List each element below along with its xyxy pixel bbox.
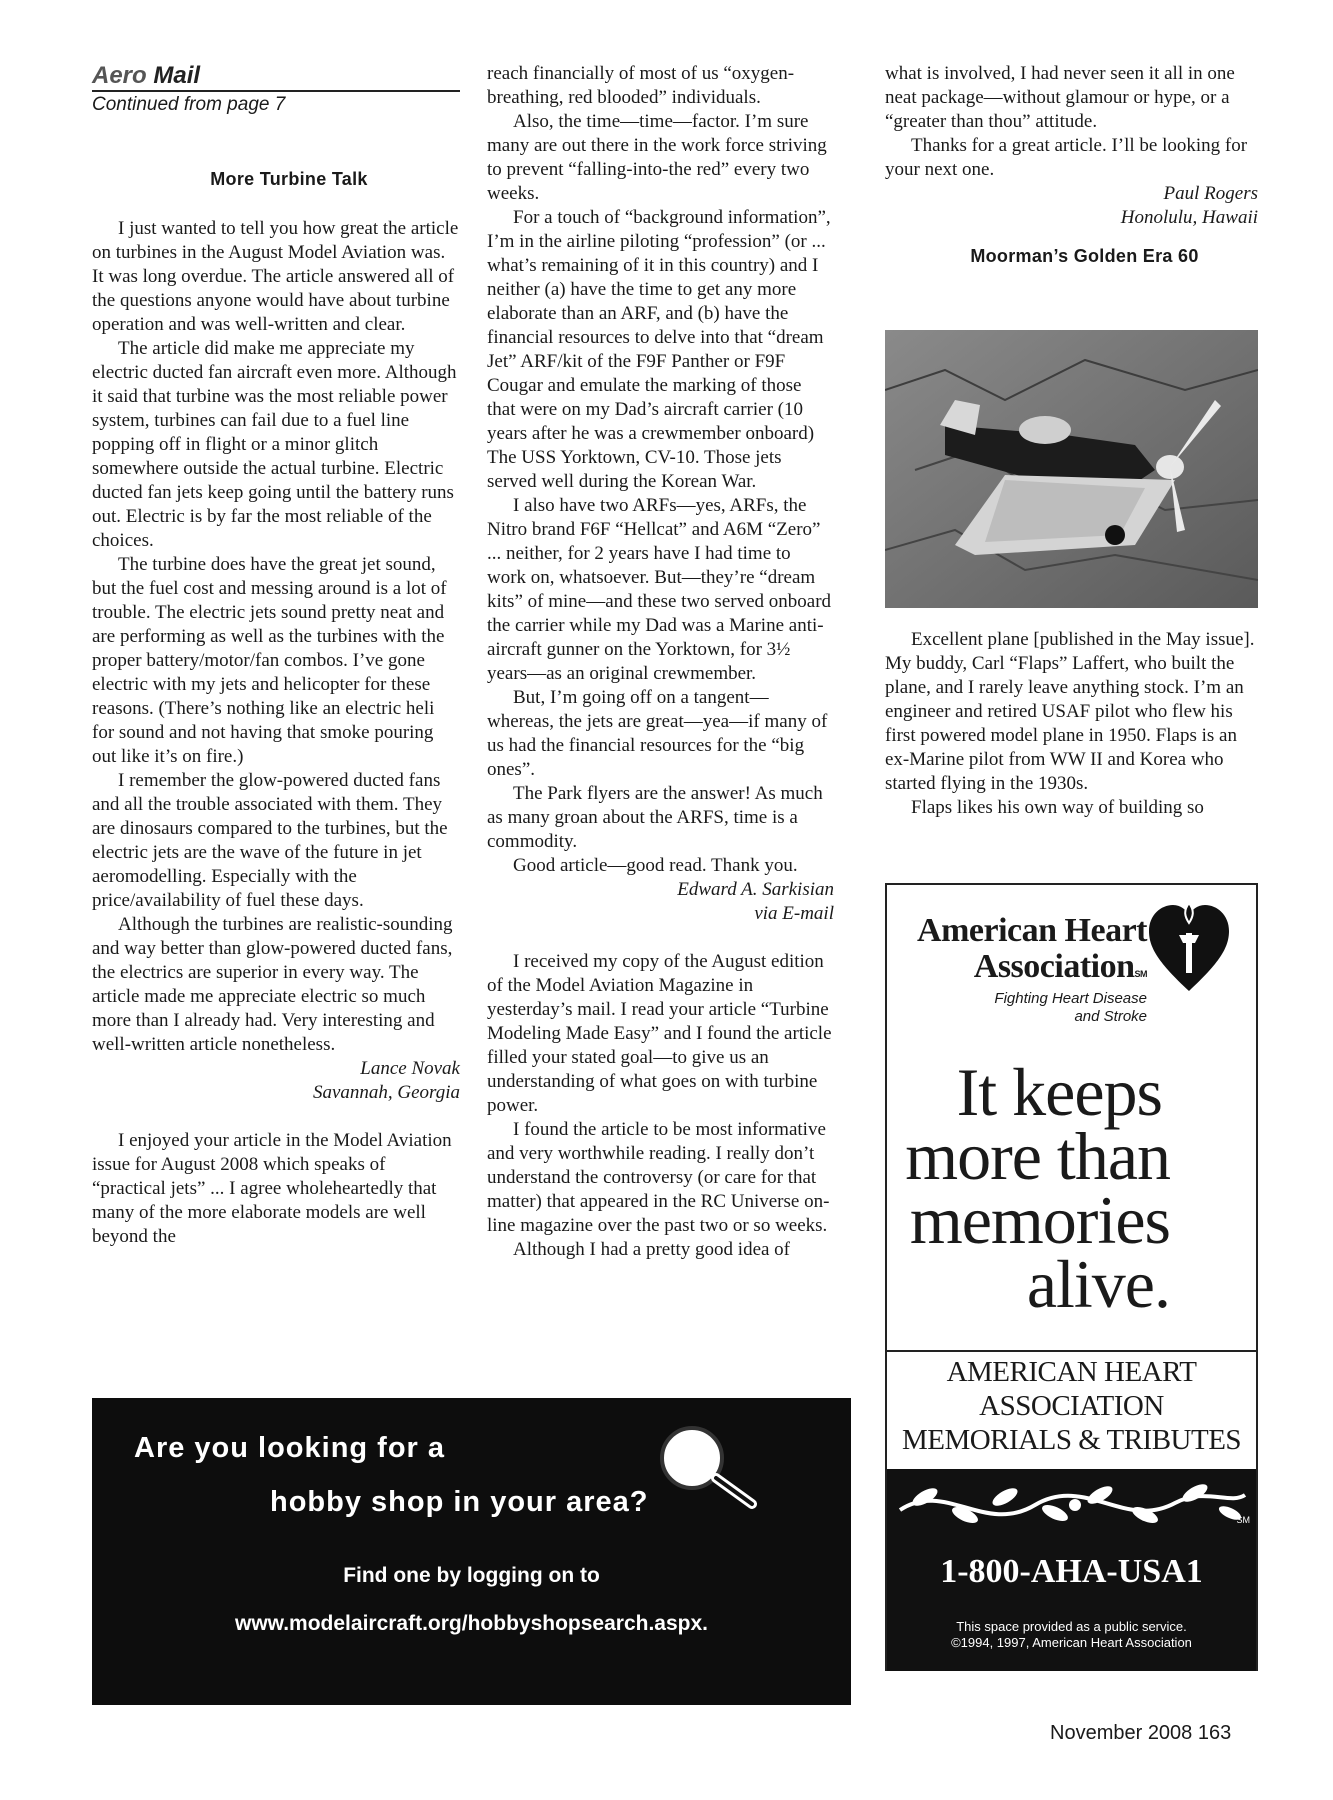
aha-slogan: It keeps more than memories alive. (905, 1054, 1170, 1322)
column-title: Aero Mail (92, 62, 460, 92)
ad-instruction: Find one by logging on to (343, 1564, 600, 1587)
paragraph: I found the article to be most informative and very worthwhile reading. I really don’t understand the controversy (or care for that matter) that appeared in the RC Universe on-line magazine over the past two or so weeks. (487, 1119, 830, 1236)
floral-ornament (895, 1475, 1250, 1535)
column-3-continued (885, 628, 1258, 820)
paragraph: Flaps likes his own way of building so (911, 797, 1204, 818)
aha-name: American Heart AssociationSM (917, 912, 1147, 985)
paragraph: reach financially of most of us “oxygen-breathing, red blooded” individuals. (487, 63, 795, 108)
paragraph: Good article—good read. Thank you. (513, 855, 798, 876)
ad-url[interactable]: www.modelaircraft.org/hobbyshopsearch.aspx. (234, 1612, 708, 1635)
signature-name: Edward A. Sarkisian (677, 879, 834, 900)
aha-bottom-panel: SM 1-800-AHA-USA1 This space provided as a public service. ©1994, 1997, American Heart Association (887, 1469, 1256, 1671)
aha-memorials: AMERICAN HEART ASSOCIATION MEMORIALS & TRIBUTES (901, 1356, 1242, 1456)
column-2 (487, 62, 834, 1262)
paragraph: For a touch of “background information”, I’m in the airline piloting “profession” (or ... what’s remaining of it in this country) and I neither (a) have the time to get any more elaborate than an ARF, and (b) have the financial resources to delve into that “dream Jet” ARF/kit of the F9F Panther or F9F Cougar and emulate the marking of those that were on my Dad’s aircraft carrier (10 years after he was a crewmember onboard) The USS Yorktown, CV-10. Those jets served well during the Korean War. (487, 207, 831, 492)
page-footer: November 2008 163 (1050, 1722, 1232, 1744)
paragraph: I also have two ARFs—yes, ARFs, the Nitro brand F6F “Hellcat” and A6M “Zero” ... neither, for 2 years have I had time to work on, whatsoever. But—they’re “dream kits” of mine—and these two served onboard the carrier while my Dad was a Marine anti-aircraft gunner on the Yorktown, for 3½ years—as an original crewmember. (487, 495, 832, 684)
letter-heading: More Turbine Talk (210, 169, 368, 189)
aha-public-service-note: This space provided as a public service. ©1994, 1997, American Heart Association (951, 1619, 1192, 1650)
paragraph: Although I had a pretty good idea of (513, 1239, 791, 1260)
letter-heading: Moorman’s Golden Era 60 (970, 246, 1199, 266)
paragraph: I just wanted to tell you how great the article on turbines in the August Model Aviation was. It was long overdue. The article answered all of the questions anyone would have about turbine operation and was well-written and clear. (92, 218, 459, 335)
airplane-photo (885, 330, 1258, 608)
model-airplane-image (885, 330, 1258, 608)
heart-torch-icon (1149, 903, 1229, 993)
column-3 (885, 62, 1258, 268)
aha-tagline: Fighting Heart Disease and Stroke (994, 990, 1147, 1025)
paragraph: I enjoyed your article in the Model Aviation issue for August 2008 which speaks of “practical jets” ... I agree wholeheartedly that many of the more elaborate models are well beyond the (92, 1130, 452, 1247)
paragraph: Excellent plane [published in the May issue]. My buddy, Carl “Flaps” Laffert, who built the plane, and I rarely leave anything stock. I’m an engineer and retired USAF pilot who flew his first powered model plane in 1950. Flaps is an ex-Marine pilot from WW II and Korea who started flying in the 1930s. (885, 629, 1255, 794)
magnifying-glass-icon (652, 1420, 762, 1510)
paragraph: Thanks for a great article. I’ll be looking for your next one. (885, 135, 1248, 180)
aha-advertisement (885, 883, 1258, 1671)
signature-name: Lance Novak (360, 1058, 460, 1079)
ad-headline-2: hobby shop in your area? (270, 1486, 649, 1518)
paragraph: Although the turbines are realistic-sounding and way better than glow-powered ducted fans, the electrics are superior in every way. The article made me appreciate electric so much more than I already had. Very interesting and well-written article nonetheless. (92, 914, 453, 1055)
signature-place: Honolulu, Hawaii (1120, 207, 1258, 228)
paragraph: The article did make me appreciate my electric ducted fan aircraft even more. Although it said that turbine was the most reliable power system, turbines can fail due to a fuel line popping off in flight or a minor glitch somewhere outside the actual turbine. Electric ducted fan jets keep going until the battery runs out. Electric is by far the most reliable of the choices. (92, 338, 457, 551)
aha-phone-number: 1-800-AHA-USA1 (940, 1553, 1203, 1590)
paragraph: But, I’m going off on a tangent—whereas, the jets are great—yea—if many of us had the financial resources for the “big ones”. (487, 687, 828, 780)
section-header (92, 62, 460, 116)
paragraph: I remember the glow-powered ducted fans and all the trouble associated with them. They are dinosaurs compared to the turbines, but the electric jets are the wave of the future in jet aeromodelling. Especially with the price/availability of fuel these days. (92, 770, 448, 911)
column-1 (92, 167, 460, 1249)
aha-top-panel (887, 885, 1256, 1352)
paragraph: what is involved, I had never seen it all in one neat package—without glamour or hype, or a “greater than thou” attitude. (885, 63, 1235, 132)
continued-note: Continued from page 7 (92, 94, 286, 115)
paragraph: Also, the time—time—factor. I’m sure many are out there in the work force striving to prevent “falling-into-the red” every two weeks. (487, 111, 827, 204)
paragraph: I received my copy of the August edition of the Model Aviation Magazine in yesterday’s mail. I read your article “Turbine Modeling Made Easy” and I found the article filled your stated goal—to give us an understanding of what goes on with turbine power. (487, 951, 832, 1116)
paragraph: The Park flyers are the answer! As much as many groan about the ARFS, time is a commodity. (487, 783, 823, 852)
signature-place: via E-mail (754, 903, 834, 924)
signature-name: Paul Rogers (1163, 183, 1258, 204)
paragraph: The turbine does have the great jet sound, but the fuel cost and messing around is a lot of trouble. The electric jets sound pretty neat and are performing as well as the turbines with the proper battery/motor/fan combos. I’ve gone electric with my jets and helicopter for these reasons. (There’s nothing like an electric heli for sound and not having that smoke pouring out like it’s on fire.) (92, 554, 447, 767)
hobby-shop-advertisement (92, 1398, 851, 1705)
ad-headline-1: Are you looking for a (134, 1432, 446, 1464)
signature-place: Savannah, Georgia (312, 1082, 460, 1103)
